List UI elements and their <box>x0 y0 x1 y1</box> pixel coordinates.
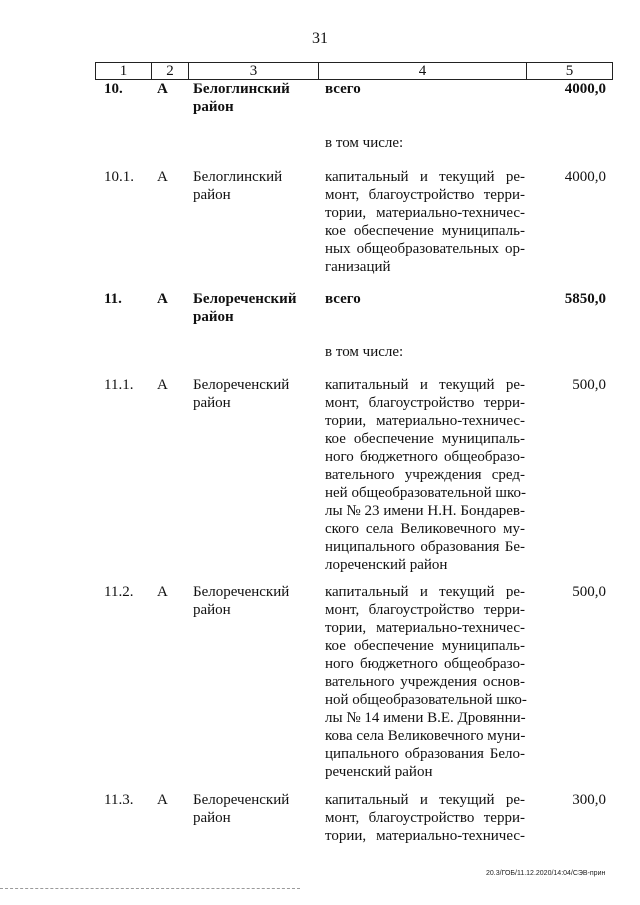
description-line: тории, материально-техничес- <box>325 205 525 221</box>
row-district <box>193 791 313 827</box>
district-suffix: район <box>193 395 231 411</box>
row-description <box>325 583 525 781</box>
row-district <box>193 376 313 412</box>
row-description <box>325 376 525 574</box>
footer-stamp: 20.3/ГОБ/11.12.2020/14:04/СЭВ-прин <box>486 870 606 877</box>
description-line: лореченский район <box>325 557 448 573</box>
row-amount: 4000,0 <box>564 169 606 185</box>
description-line: ганизаций <box>325 259 391 275</box>
row-description <box>325 791 525 845</box>
row-number: 11.2. <box>104 584 134 600</box>
district-suffix: район <box>193 309 234 325</box>
page-number: 31 <box>312 30 328 47</box>
row-district <box>193 290 313 326</box>
description-line: лы № 23 имени Н.Н. Бондарев- <box>325 503 525 519</box>
row-district <box>193 583 313 619</box>
description-line: кова села Великовечного муни- <box>325 728 526 744</box>
description-line: тории, материально-техничес- <box>325 828 525 844</box>
description-line: капитальный и текущий ре- <box>325 377 525 393</box>
description-line: тории, материально-техничес- <box>325 620 525 636</box>
description-line: вательного учреждения основ- <box>325 674 525 690</box>
description-line: капитальный и текущий ре- <box>325 169 525 185</box>
description-line: вательного учреждения сред- <box>325 467 525 483</box>
column-header-4: 4 <box>319 63 527 80</box>
row-category: А <box>157 377 168 393</box>
row-number: 11.3. <box>104 792 134 808</box>
row-amount: 300,0 <box>572 792 606 808</box>
district-name: Белореченский <box>193 584 290 600</box>
description-line: ней общеобразовательной шко- <box>325 485 526 501</box>
row-category: А <box>157 81 168 97</box>
description-line: ного бюджетного общеобразо- <box>325 449 525 465</box>
description-line: ного бюджетного общеобразо- <box>325 656 525 672</box>
description-line: ниципального образования Бе- <box>325 539 525 555</box>
row-number: 10.1. <box>104 169 134 185</box>
description-line: реченский район <box>325 764 433 780</box>
row-number: 10. <box>104 81 123 97</box>
description-line: монт, благоустройство терри- <box>325 602 525 618</box>
row-number: 11. <box>104 291 122 307</box>
description-line: кое обеспечение муниципаль- <box>325 223 525 239</box>
row-description: всего <box>325 291 361 307</box>
district-name: Белоглинский <box>193 169 283 185</box>
column-header-5: 5 <box>527 63 613 80</box>
footer-divider <box>0 888 300 890</box>
column-header-3: 3 <box>189 63 319 80</box>
row-district <box>193 168 313 204</box>
description-line: капитальный и текущий ре- <box>325 584 525 600</box>
description-line: кое обеспечение муниципаль- <box>325 638 525 654</box>
row-amount: 500,0 <box>572 584 606 600</box>
row-description: всего <box>325 81 361 97</box>
description-line: кое обеспечение муниципаль- <box>325 431 525 447</box>
district-name: Белореченский <box>193 377 290 393</box>
including-label: в том числе: <box>325 344 404 360</box>
row-category: А <box>157 792 168 808</box>
row-amount: 5850,0 <box>564 291 606 307</box>
description-line: лы № 14 имени В.Е. Дровянни- <box>325 710 526 726</box>
description-line: ципального образования Бело- <box>325 746 525 762</box>
row-category: А <box>157 584 168 600</box>
district-suffix: район <box>193 99 234 115</box>
district-name: Белореченский <box>193 792 290 808</box>
row-district <box>193 80 313 116</box>
district-suffix: район <box>193 810 231 826</box>
row-category: А <box>157 291 168 307</box>
column-header-1: 1 <box>96 63 152 80</box>
description-line: капитальный и текущий ре- <box>325 792 525 808</box>
district-suffix: район <box>193 602 231 618</box>
row-amount: 4000,0 <box>564 81 606 97</box>
description-line: монт, благоустройство терри- <box>325 187 525 203</box>
column-header-row <box>95 62 613 80</box>
row-amount: 500,0 <box>572 377 606 393</box>
district-name: Белореченский <box>193 291 297 307</box>
description-line: монт, благоустройство терри- <box>325 395 525 411</box>
description-line: ной общеобразовательной шко- <box>325 692 527 708</box>
row-category: А <box>157 169 168 185</box>
district-suffix: район <box>193 187 231 203</box>
description-line: ского села Великовечного му- <box>325 521 525 537</box>
including-label: в том числе: <box>325 135 404 151</box>
description-line: ных общеобразовательных ор- <box>325 241 525 257</box>
row-number: 11.1. <box>104 377 134 393</box>
column-header-2: 2 <box>152 63 189 80</box>
row-description <box>325 168 525 276</box>
description-line: тории, материально-техничес- <box>325 413 525 429</box>
description-line: монт, благоустройство терри- <box>325 810 525 826</box>
district-name: Белоглинский <box>193 81 290 97</box>
